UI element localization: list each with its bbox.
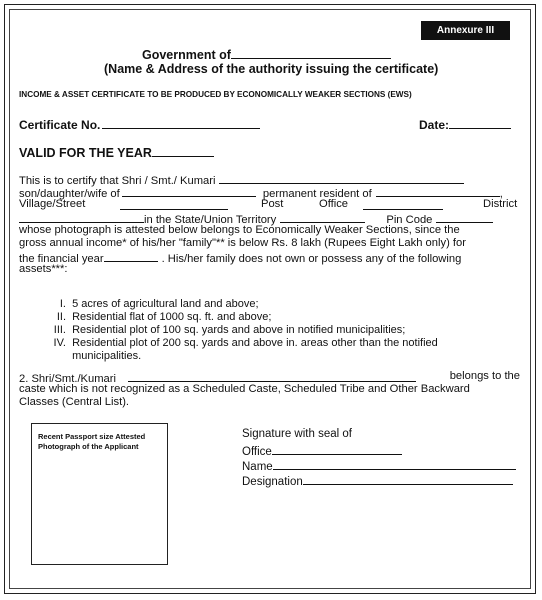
body-line-8: assets***:: [19, 263, 68, 275]
name-label: Name: [242, 461, 273, 473]
certificate-title: INCOME & ASSET CERTIFICATE TO BE PRODUCED BY ECONOMICALLY WEAKER SECTIONS (EWS): [19, 90, 412, 99]
para2-text-kumari: 2. Shri/Smt./Kumari: [19, 373, 116, 385]
designation-blank[interactable]: [303, 473, 513, 485]
body-line-6: gross annual income* of his/her "family"** is below Rs. 8 lakh (Rupees Eight Lakh only) for: [19, 237, 466, 249]
name-line: [242, 458, 516, 474]
asset-item: III. Residential plot of 100 sq. yards and above in notified municipalities;: [53, 324, 406, 336]
body-text-pincode: Pin Code: [386, 214, 433, 226]
financial-year-blank[interactable]: [104, 250, 158, 262]
valid-year-blank[interactable]: [152, 145, 214, 157]
assets-list: [50, 298, 520, 363]
office-blank[interactable]: [272, 443, 402, 455]
date-label: Date:: [419, 118, 450, 132]
para2-name-blank[interactable]: [128, 370, 416, 382]
asset-item: II. Residential flat of 1000 sq. ft. and above;: [56, 311, 272, 323]
body-line-3: [19, 198, 520, 211]
office-line: [242, 443, 402, 459]
valid-year-label: VALID FOR THE YEAR: [19, 146, 152, 160]
body-text-district: District: [483, 198, 518, 210]
name-blank[interactable]: [219, 172, 464, 184]
pincode-blank[interactable]: [436, 211, 493, 223]
certificate-no-line: [19, 117, 260, 132]
body-line-2: son/daughter/wife of permanent resident of ,: [19, 185, 503, 201]
authority-note: (Name & Address of the authority issuing the certificate): [104, 62, 439, 76]
body-text-office: Office: [319, 198, 349, 210]
body-line-7: [19, 250, 461, 266]
body-text-state: in the State/Union Territory: [144, 214, 277, 226]
body-text-village: Village/Street: [19, 198, 86, 210]
certificate-no-blank[interactable]: [102, 117, 260, 129]
certificate-no-label: Certificate No.: [19, 118, 101, 132]
body-line-5: whose photograph is attested below belongs to Economically Weaker Sections, since the: [19, 224, 460, 236]
body-text-post: Post: [261, 198, 284, 210]
village-blank[interactable]: [120, 209, 228, 210]
body-text-resident: permanent resident of: [262, 188, 372, 200]
asset-item: I. 5 acres of agricultural land and above;: [59, 298, 259, 310]
post-office-blank[interactable]: [363, 209, 443, 210]
body-text-assets: . His/her family does not own or possess any of the following: [161, 253, 462, 265]
signature-name-blank[interactable]: [273, 458, 516, 470]
government-of-line: [142, 47, 391, 62]
district-blank[interactable]: [19, 211, 144, 223]
para2-line-2: caste which is not recognized as a Scheduled Caste, Scheduled Tribe and Other Backward: [19, 383, 470, 395]
para2-line-3: Classes (Central List).: [19, 396, 130, 408]
date-blank[interactable]: [449, 117, 511, 129]
body-text-certify: This is to certify that Shri / Smt./ Kumari: [19, 175, 216, 187]
annexure-badge: Annexure III: [421, 21, 510, 40]
parent-name-blank[interactable]: [122, 185, 256, 197]
office-label: Office: [242, 446, 272, 458]
government-of-blank[interactable]: [231, 47, 391, 59]
para2-text-belongs: belongs to the: [449, 370, 520, 382]
resident-of-blank[interactable]: [376, 185, 500, 197]
valid-year-line: [19, 145, 214, 160]
photograph-box-label: Recent Passport size Attested Photograph of the Applicant: [38, 432, 146, 451]
date-line: [419, 117, 511, 132]
designation-label: Designation: [242, 476, 303, 488]
body-text-fy: the financial year: [19, 253, 104, 265]
signature-label: Signature with seal of: [242, 428, 352, 440]
state-blank[interactable]: [280, 211, 365, 223]
government-of-label: Government of: [142, 48, 231, 62]
asset-item: IV. Residential plot of 200 sq. yards and above in. areas other than the notified: [53, 337, 438, 349]
asset-item: municipalities.: [72, 350, 142, 362]
designation-line: [242, 473, 513, 489]
photograph-box[interactable]: [31, 423, 168, 565]
body-text-relation: son/daughter/wife of: [19, 188, 120, 200]
